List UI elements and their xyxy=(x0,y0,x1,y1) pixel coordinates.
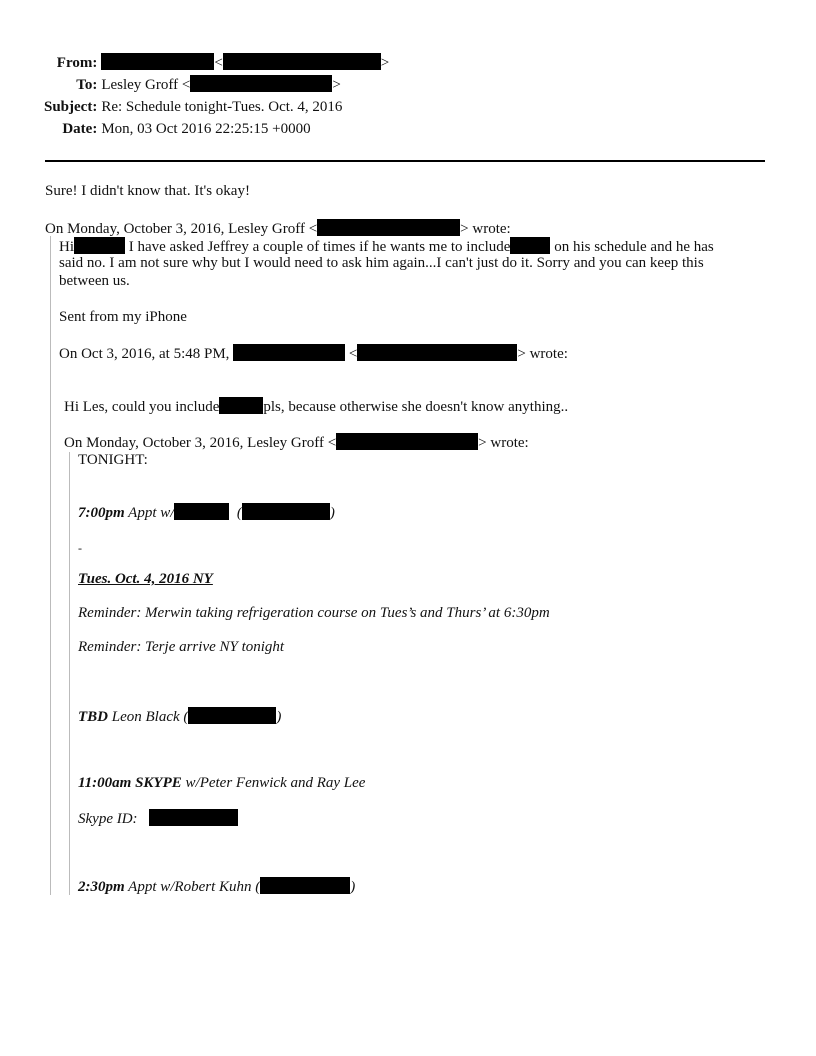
appt-2-time: 2:30pm xyxy=(78,879,125,895)
to-close-bracket: > xyxy=(332,77,341,93)
attribution-2-mid: < xyxy=(348,346,358,362)
appt-1-paren-open: ( xyxy=(236,505,242,521)
schedule-appt-1 xyxy=(78,503,335,522)
redaction-box xyxy=(260,877,350,894)
quote-attribution-3 xyxy=(64,433,529,452)
appt-1-time: 7:00pm xyxy=(78,505,125,521)
sent-from-signature: Sent from my iPhone xyxy=(59,309,187,325)
appt-2-close: ) xyxy=(350,879,356,895)
schedule-skype-id xyxy=(78,809,238,828)
attribution-2-suffix: > wrote: xyxy=(517,346,568,362)
redaction-box xyxy=(317,219,460,236)
redaction-box xyxy=(242,503,330,520)
from-close-bracket: > xyxy=(380,55,390,71)
redaction-box xyxy=(149,809,238,826)
header-divider xyxy=(45,160,765,162)
quote-attribution-1 xyxy=(45,219,511,238)
quote-bar-level-1 xyxy=(50,236,51,895)
msg1-text-b: on his schedule and he has xyxy=(554,239,714,255)
tbd-text: Leon Black ( xyxy=(111,709,189,725)
date-label: Date: xyxy=(62,121,98,137)
schedule-date-heading: Tues. Oct. 4, 2016 NY xyxy=(78,571,213,587)
redaction-box xyxy=(223,53,381,70)
redaction-box xyxy=(101,53,214,70)
subject-label: Subject: xyxy=(44,99,98,115)
appt-1-text: Appt w/ xyxy=(128,505,175,521)
redaction-box xyxy=(510,237,550,254)
redaction-box xyxy=(219,397,263,414)
schedule-reminder-1: Reminder: Merwin taking refrigeration course on Tues’s and Thurs’ at 6:30pm xyxy=(78,605,550,621)
quote-attribution-2 xyxy=(59,344,568,363)
to-label: To: xyxy=(76,77,98,93)
quote-bar-level-2 xyxy=(69,452,70,895)
redaction-box xyxy=(233,344,345,361)
msg2-text-a: Hi Les, could you include xyxy=(64,399,220,415)
skype-time: 11:00am SKYPE xyxy=(78,775,182,791)
redaction-box xyxy=(190,75,332,92)
skype-id-label: Skype ID: xyxy=(78,811,138,827)
from-label: From: xyxy=(56,55,98,71)
reply-text: Sure! I didn't know that. It's okay! xyxy=(45,183,250,199)
message-1-line-1 xyxy=(59,237,714,256)
schedule-appt-2 xyxy=(78,877,355,896)
header-subject-row xyxy=(44,96,389,118)
header-date-row xyxy=(44,118,389,140)
schedule-skype xyxy=(78,775,365,792)
attribution-3-suffix: > wrote: xyxy=(478,435,529,451)
subject-value: Re: Schedule tonight-Tues. Oct. 4, 2016 xyxy=(101,99,343,115)
msg1-text-a: I have asked Jeffrey a couple of times if he wants me to include xyxy=(128,239,511,255)
schedule-tbd xyxy=(78,707,281,726)
schedule-dash: - xyxy=(78,541,82,555)
message-1-line-2: said no. I am not sure why but I would need to ask him again...I can't just do it. Sorry and you can keep this xyxy=(59,255,704,271)
appt-2-text: Appt w/Robert Kuhn ( xyxy=(128,879,261,895)
date-value: Mon, 03 Oct 2016 22:25:15 +0000 xyxy=(101,121,311,137)
header-to-row xyxy=(44,74,389,96)
redaction-box xyxy=(174,503,229,520)
tbd-close: ) xyxy=(276,709,282,725)
from-open-bracket: < xyxy=(214,55,223,71)
redaction-box xyxy=(74,237,125,254)
tbd-label: TBD xyxy=(78,709,108,725)
to-value: Lesley Groff < xyxy=(101,77,191,93)
attribution-2-prefix: On Oct 3, 2016, at 5:48 PM, xyxy=(59,346,230,362)
redaction-box xyxy=(188,707,276,724)
schedule-reminder-2: Reminder: Terje arrive NY tonight xyxy=(78,639,285,655)
email-header xyxy=(44,52,389,140)
msg2-text-b: pls, because otherwise she doesn't know anything.. xyxy=(263,399,569,415)
redaction-box xyxy=(357,344,517,361)
message-2 xyxy=(64,397,568,416)
appt-1-paren-close: ) xyxy=(329,505,335,521)
skype-text: w/Peter Fenwick and Ray Lee xyxy=(185,775,366,791)
attribution-1-suffix: > wrote: xyxy=(460,221,511,237)
header-from-row xyxy=(44,52,389,74)
attribution-1-prefix: On Monday, October 3, 2016, Lesley Groff < xyxy=(45,221,318,237)
msg1-hi: Hi xyxy=(59,239,74,255)
redaction-box xyxy=(336,433,478,450)
message-1-line-3: between us. xyxy=(59,273,130,289)
schedule-tonight-heading: TONIGHT: xyxy=(78,452,148,468)
attribution-3-prefix: On Monday, October 3, 2016, Lesley Groff < xyxy=(64,435,337,451)
